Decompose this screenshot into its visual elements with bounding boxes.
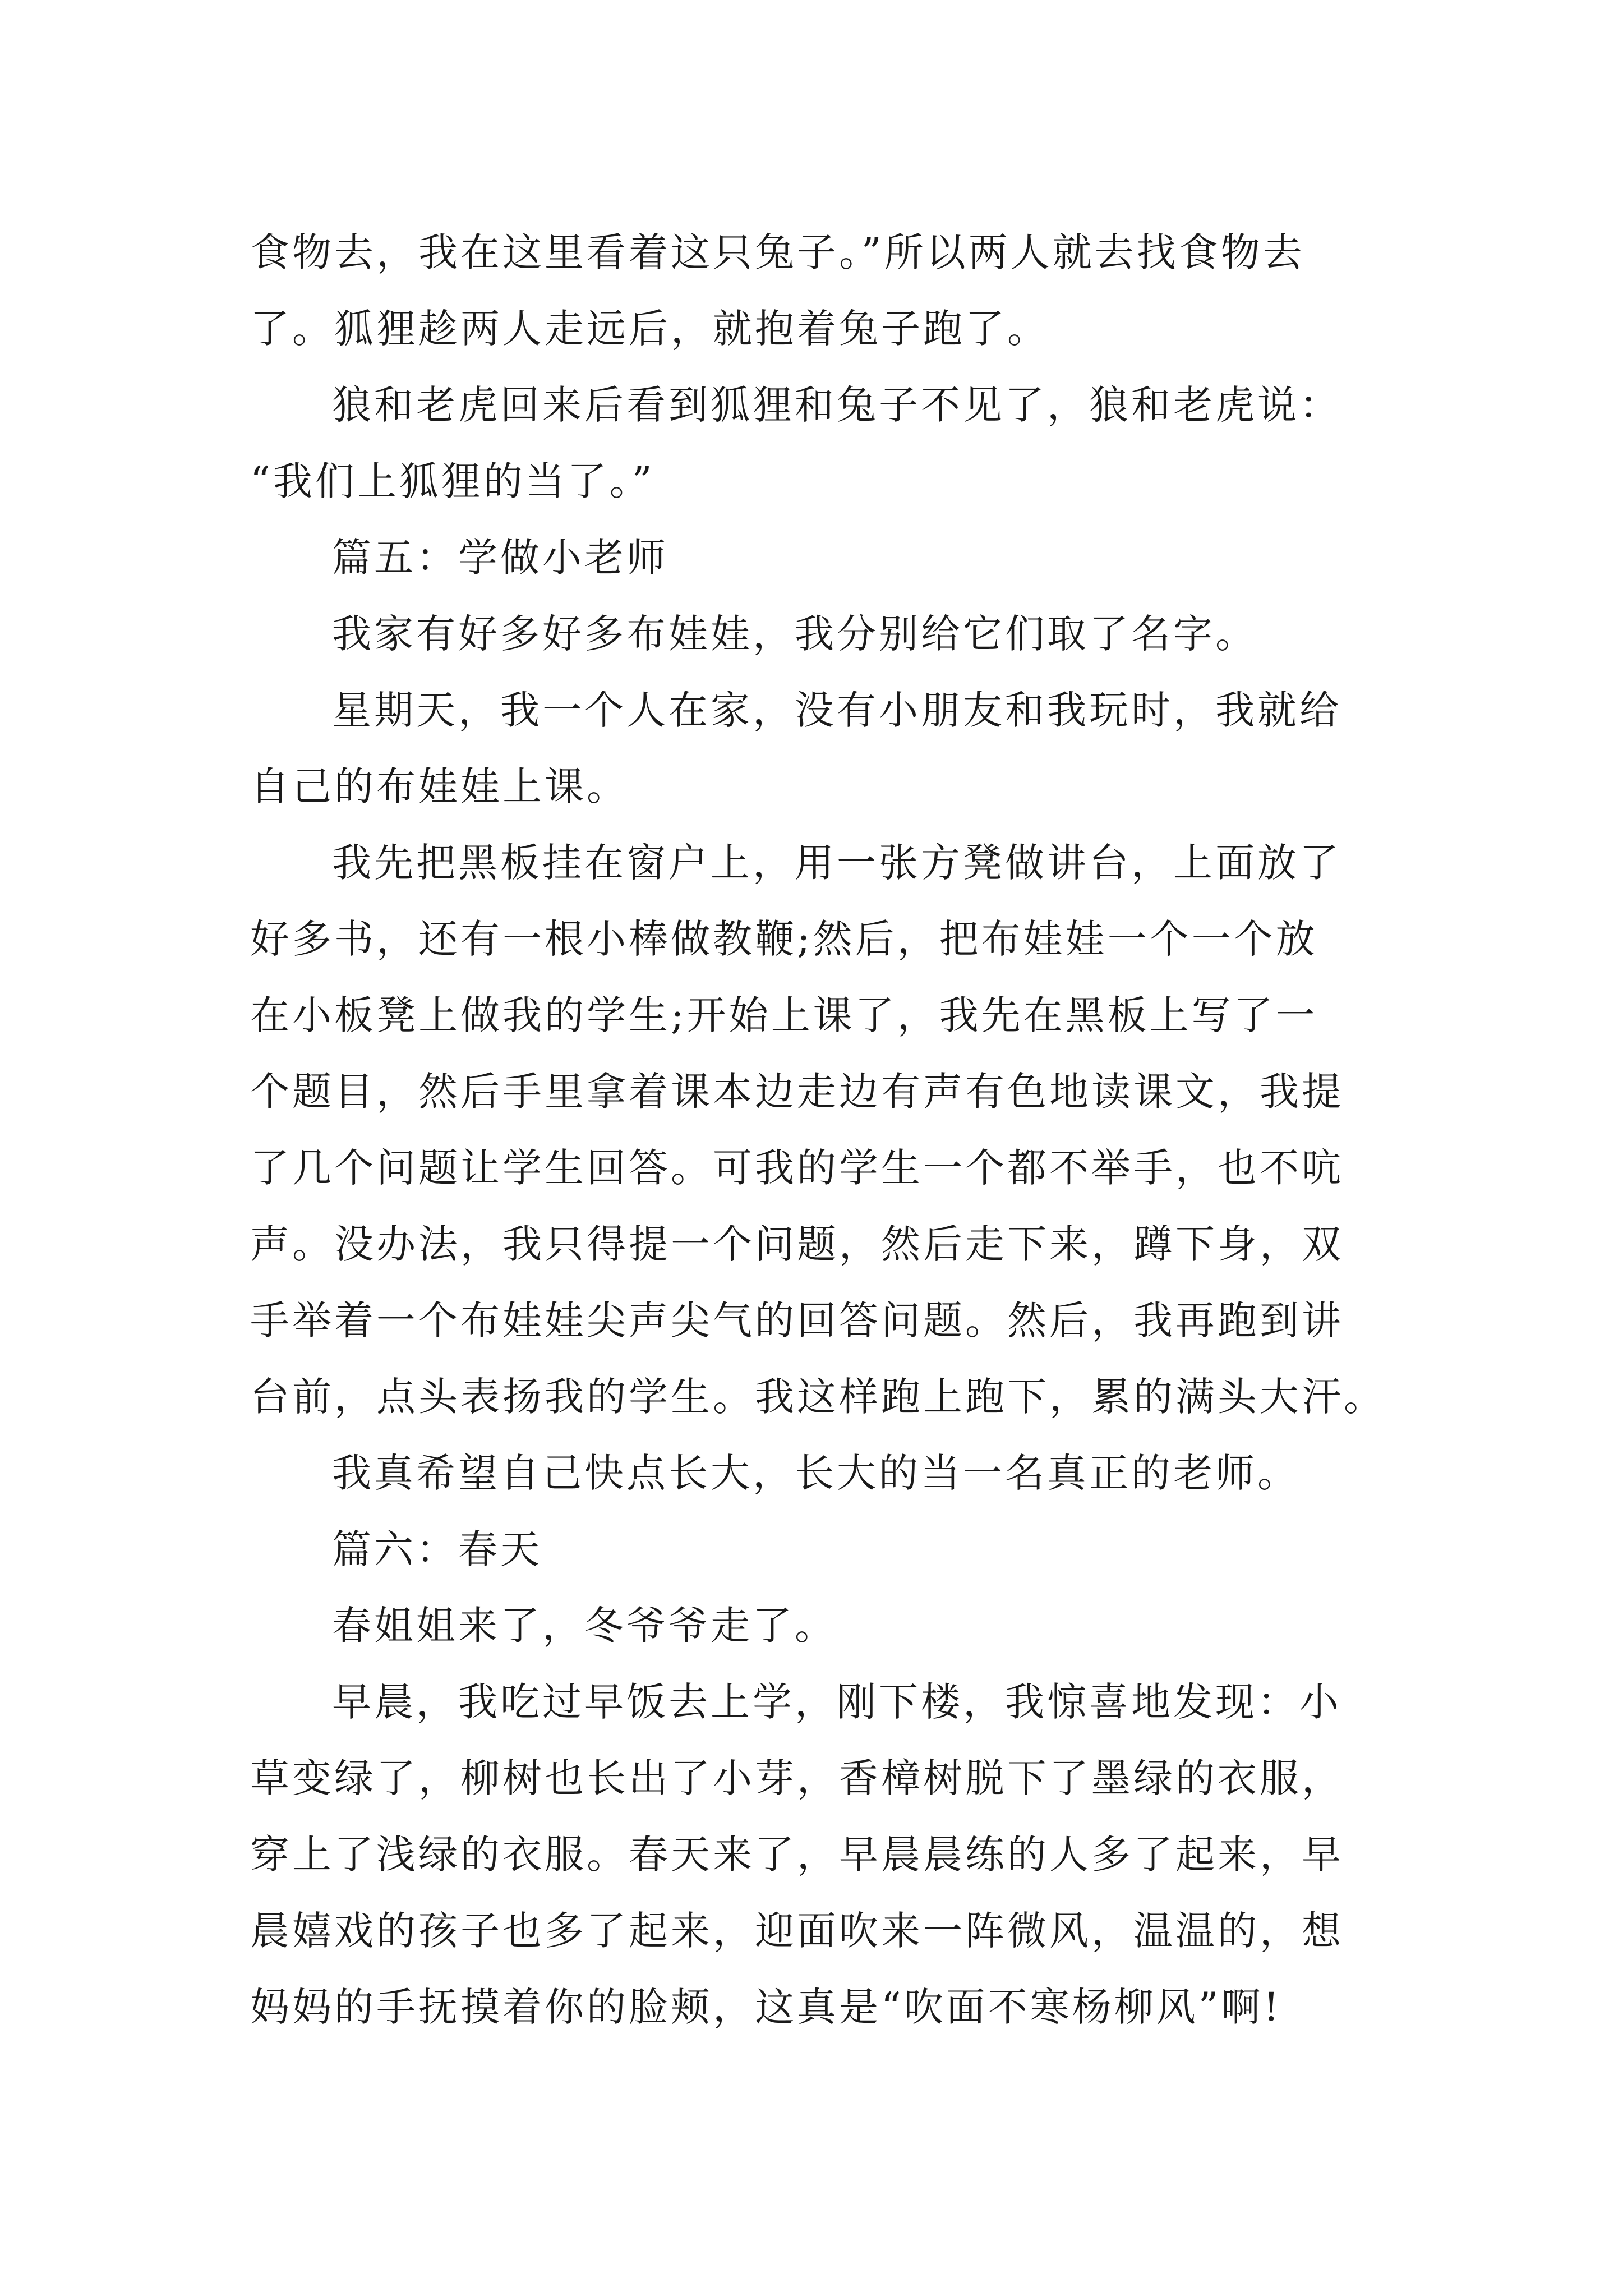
- paragraph-start: 我真希望自己快点长大，长大的当一名真正的老师。: [332, 1450, 1299, 1496]
- document-body: [250, 214, 1386, 2045]
- section-heading: 篇六：春天: [332, 1526, 542, 1572]
- text-line: 自己的布娃娃上课。: [250, 763, 629, 809]
- text-line: 草变绿了，柳树也长出了小芽，香樟树脱下了墨绿的衣服，: [250, 1755, 1344, 1801]
- text-line: 穿上了浅绿的衣服。春天来了，早晨晨练的人多了起来，早: [250, 1832, 1344, 1878]
- paragraph-start: 狼和老虎回来后看到狐狸和兔子不见了，狼和老虎说：: [332, 382, 1341, 428]
- text-line: 在小板凳上做我的学生;开始上课了，我先在黑板上写了一: [250, 992, 1318, 1038]
- text-line: 好多书，还有一根小棒做教鞭;然后，把布娃娃一个一个放: [250, 916, 1318, 962]
- paragraph-start: 早晨，我吃过早饭去上学，刚下楼，我惊喜地发现：小: [332, 1679, 1341, 1725]
- text-line: 了。狐狸趁两人走远后，就抱着兔子跑了。: [250, 306, 1049, 352]
- paragraph-start: 春姐姐来了，冬爷爷走了。: [332, 1603, 837, 1649]
- text-line: 台前，点头表扬我的学生。我这样跑上跑下，累的满头大汗。: [250, 1374, 1386, 1420]
- text-line: 声。没办法，我只得提一个问题，然后走下来，蹲下身，双: [250, 1221, 1344, 1267]
- text-line: “我们上狐狸的当了。”: [250, 458, 655, 504]
- text-line: 手举着一个布娃娃尖声尖气的回答问题。然后，我再跑到讲: [250, 1297, 1344, 1343]
- text-line: 了几个问题让学生回答。可我的学生一个都不举手，也不吭: [250, 1145, 1344, 1191]
- section-heading: 篇五：学做小老师: [332, 535, 668, 581]
- text-line: 个题目，然后手里拿着课本边走边有声有色地读课文，我提: [250, 1069, 1344, 1115]
- text-line: 食物去，我在这里看着这只兔子。”所以两人就去找食物去: [250, 229, 1305, 275]
- paragraph-start: 我先把黑板挂在窗户上，用一张方凳做讲台，上面放了: [332, 840, 1341, 886]
- text-line: 晨嬉戏的孩子也多了起来，迎面吹来一阵微风，温温的，想: [250, 1908, 1344, 1954]
- text-line: 妈妈的手抚摸着你的脸颊，这真是“吹面不寒杨柳风”啊!: [250, 1984, 1282, 2030]
- paragraph-start: 我家有好多好多布娃娃，我分别给它们取了名字。: [332, 611, 1257, 657]
- paragraph-start: 星期天，我一个人在家，没有小朋友和我玩时，我就给: [332, 687, 1341, 733]
